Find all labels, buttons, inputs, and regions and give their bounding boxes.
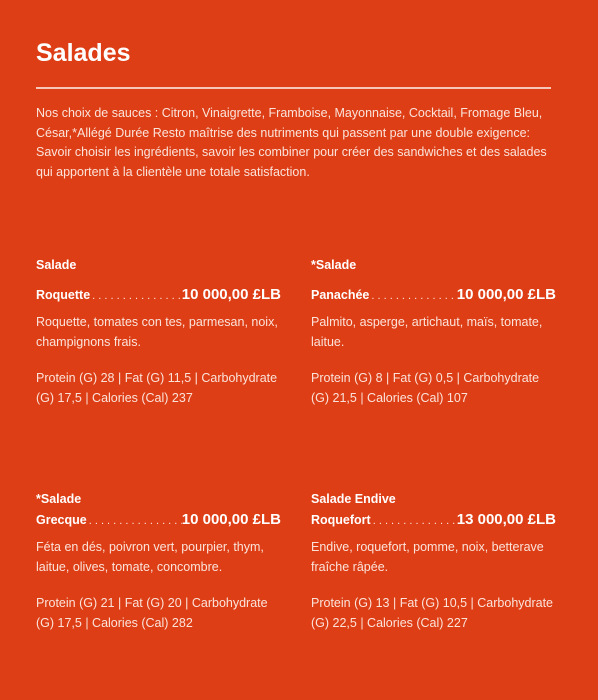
item-price-line bbox=[36, 285, 281, 305]
dot-leader bbox=[90, 286, 182, 306]
menu-item-salade-roquette bbox=[36, 256, 281, 408]
item-nutrition: Protein (G) 8 | Fat (G) 0,5 | Carbohydrate (G) 21,5 | Calories (Cal) 107 bbox=[311, 371, 540, 405]
item-price: 10 000,00 £LB bbox=[181, 511, 281, 528]
menu-item-salade-grecque bbox=[36, 490, 281, 633]
dot-leader bbox=[87, 511, 182, 531]
item-nutrition: Protein (G) 21 | Fat (G) 20 | Carbohydrate (G) 17,5 | Calories (Cal) 282 bbox=[36, 596, 268, 630]
item-description: Endive, roquefort, pomme, noix, betterave fraîche râpée. bbox=[311, 540, 544, 574]
item-name-line2: Roquefort bbox=[311, 513, 371, 527]
item-name-line2: Panachée bbox=[311, 288, 370, 302]
item-description: Roquette, tomates con tes, parmesan, noix, champignons frais. bbox=[36, 315, 278, 349]
dot-leader bbox=[371, 511, 457, 531]
item-name-line2: Roquette bbox=[36, 288, 91, 302]
page-title: Salades bbox=[36, 39, 131, 67]
item-price-line bbox=[311, 285, 556, 305]
item-price: 10 000,00 £LB bbox=[181, 286, 281, 303]
item-price: 10 000,00 £LB bbox=[456, 286, 556, 303]
item-name-line1: *Salade bbox=[36, 492, 82, 506]
item-name-line2: Grecque bbox=[36, 513, 87, 527]
intro-text: Nos choix de sauces : Citron, Vinaigrette, Framboise, Mayonnaise, Cocktail, Fromage Bleu, César,*Allégé Durée Resto maîtrise des nutriments qui passent par une double exigence: Savoir choisir les ingrédients, savoir les combiner pour créer des sandwiches et des salades qui apportent à la clientèle une totale satisfaction. bbox=[36, 106, 547, 179]
item-price-line bbox=[36, 510, 281, 530]
item-name-line1: Salade bbox=[36, 258, 77, 272]
item-nutrition: Protein (G) 13 | Fat (G) 10,5 | Carbohydrate (G) 22,5 | Calories (Cal) 227 bbox=[311, 596, 554, 630]
menu-item-salade-panachee bbox=[311, 256, 556, 408]
item-price-line bbox=[311, 510, 556, 530]
menu-item-salade-endive-roquefort bbox=[311, 490, 556, 633]
item-name-line1: *Salade bbox=[311, 258, 357, 272]
item-description: Palmito, asperge, artichaut, maïs, tomate, laitue. bbox=[311, 315, 543, 349]
dot-leader bbox=[369, 286, 456, 306]
item-description: Féta en dés, poivron vert, pourpier, thym, laitue, olives, tomate, concombre. bbox=[36, 540, 264, 574]
title-divider bbox=[36, 87, 551, 89]
item-nutrition: Protein (G) 28 | Fat (G) 11,5 | Carbohydrate (G) 17,5 | Calories (Cal) 237 bbox=[36, 371, 278, 405]
item-name-line1: Salade Endive bbox=[311, 492, 396, 506]
item-price: 13 000,00 £LB bbox=[456, 511, 556, 528]
